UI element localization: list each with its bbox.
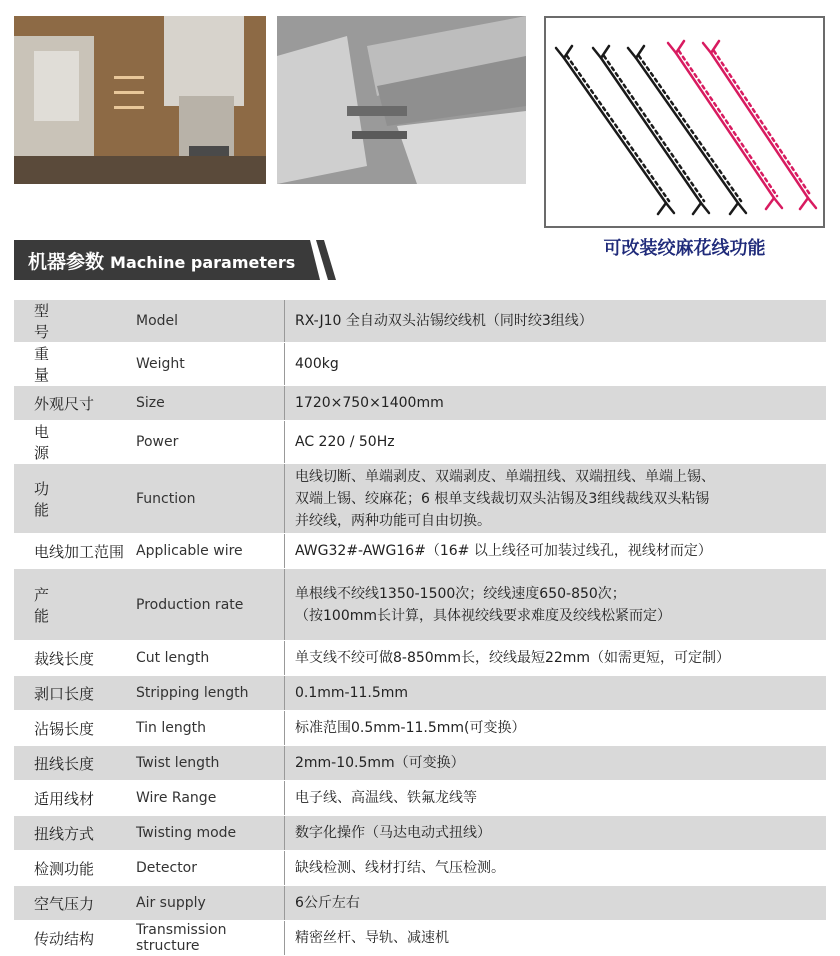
param-label-zh: 外观尺寸 — [14, 386, 134, 421]
param-value: 数字化操作（马达电动式扭线） — [285, 816, 827, 851]
param-label-en: Applicable wire — [134, 534, 285, 569]
table-row — [14, 921, 826, 956]
param-label-zh: 传动结构 — [14, 921, 134, 956]
table-row — [14, 641, 826, 676]
param-label-en: Twisting mode — [134, 816, 285, 851]
param-value: 单支线不绞可做8-850mm长，绞线最短22mm（如需更短，可定制） — [285, 641, 827, 676]
table-row — [14, 421, 826, 464]
param-label-zh: 裁线长度 — [14, 641, 134, 676]
param-label-en: Air supply — [134, 886, 285, 921]
param-label-en: Detector — [134, 851, 285, 886]
param-value: AC 220 / 50Hz — [285, 421, 827, 464]
param-label-en: Twist length — [134, 746, 285, 781]
param-label-zh: 沾锡长度 — [14, 711, 134, 746]
table-row — [14, 886, 826, 921]
table-row — [14, 300, 826, 343]
table-row — [14, 781, 826, 816]
param-value: RX-J10 全自动双头沾锡绞线机（同时绞3组线） — [285, 300, 827, 343]
param-value: 电子线、高温线、铁氟龙线等 — [285, 781, 827, 816]
param-label-zh: 电线加工范围 — [14, 534, 134, 569]
machine-photo-center — [277, 16, 526, 184]
param-label-en: Production rate — [134, 569, 285, 641]
param-label-en: Tin length — [134, 711, 285, 746]
table-row — [14, 343, 826, 386]
param-value: 精密丝杆、导轨、减速机 — [285, 921, 827, 956]
param-value: 1720×750×1400mm — [285, 386, 827, 421]
param-value: 6公斤左右 — [285, 886, 827, 921]
twist-feature-caption: 可改装绞麻花线功能 — [603, 238, 766, 259]
param-value: 400kg — [285, 343, 827, 386]
param-label-zh: 检测功能 — [14, 851, 134, 886]
param-label-zh: 空气压力 — [14, 886, 134, 921]
param-value: 缺线检测、线材打结、气压检测。 — [285, 851, 827, 886]
param-label-en: Weight — [134, 343, 285, 386]
param-label-zh: 重 量 — [14, 343, 134, 386]
param-label-en: Model — [134, 300, 285, 343]
param-value: 2mm-10.5mm（可变换） — [285, 746, 827, 781]
machine-photo-left — [14, 16, 266, 184]
param-label-zh: 扭线长度 — [14, 746, 134, 781]
param-label-zh: 型 号 — [14, 300, 134, 343]
param-label-en: Power — [134, 421, 285, 464]
param-label-zh: 剥口长度 — [14, 676, 134, 711]
table-row — [14, 816, 826, 851]
banner-title-zh: 机器参数 — [28, 251, 105, 273]
param-label-en: Stripping length — [134, 676, 285, 711]
param-label-en: Size — [134, 386, 285, 421]
param-value: 标准范围0.5mm-11.5mm(可变换） — [285, 711, 827, 746]
table-row — [14, 534, 826, 569]
table-row — [14, 676, 826, 711]
param-value: 0.1mm-11.5mm — [285, 676, 827, 711]
param-value: 单根线不绞线1350-1500次；绞线速度650-850次； （按100mm长计算，具体视绞线要求难度及绞线松紧而定） — [285, 569, 827, 641]
parameters-table — [14, 300, 826, 956]
table-row — [14, 386, 826, 421]
param-value: 电线切断、单端剥皮、双端剥皮、单端扭线、双端扭线、单端上锡、 双端上锡、绞麻花；6 根单支线裁切双头沾锡及3组线裁线双头粘锡 并绞线，两种功能可自由切换。 — [285, 464, 827, 534]
table-row — [14, 464, 826, 534]
param-value: AWG32#-AWG16#（16# 以上线径可加装过线孔，视线材而定） — [285, 534, 827, 569]
param-label-zh: 适用线材 — [14, 781, 134, 816]
table-row — [14, 711, 826, 746]
section-banner — [14, 240, 336, 280]
twisted-wire-illustration — [544, 16, 825, 228]
param-label-en: Cut length — [134, 641, 285, 676]
param-label-zh: 产 能 — [14, 569, 134, 641]
banner-title-en: Machine parameters — [110, 253, 296, 272]
param-label-zh: 扭线方式 — [14, 816, 134, 851]
param-label-en: Function — [134, 464, 285, 534]
param-label-en: Transmission structure — [134, 921, 285, 956]
table-row — [14, 569, 826, 641]
table-row — [14, 746, 826, 781]
param-label-en: Wire Range — [134, 781, 285, 816]
param-label-zh: 电 源 — [14, 421, 134, 464]
param-label-zh: 功 能 — [14, 464, 134, 534]
table-row — [14, 851, 826, 886]
